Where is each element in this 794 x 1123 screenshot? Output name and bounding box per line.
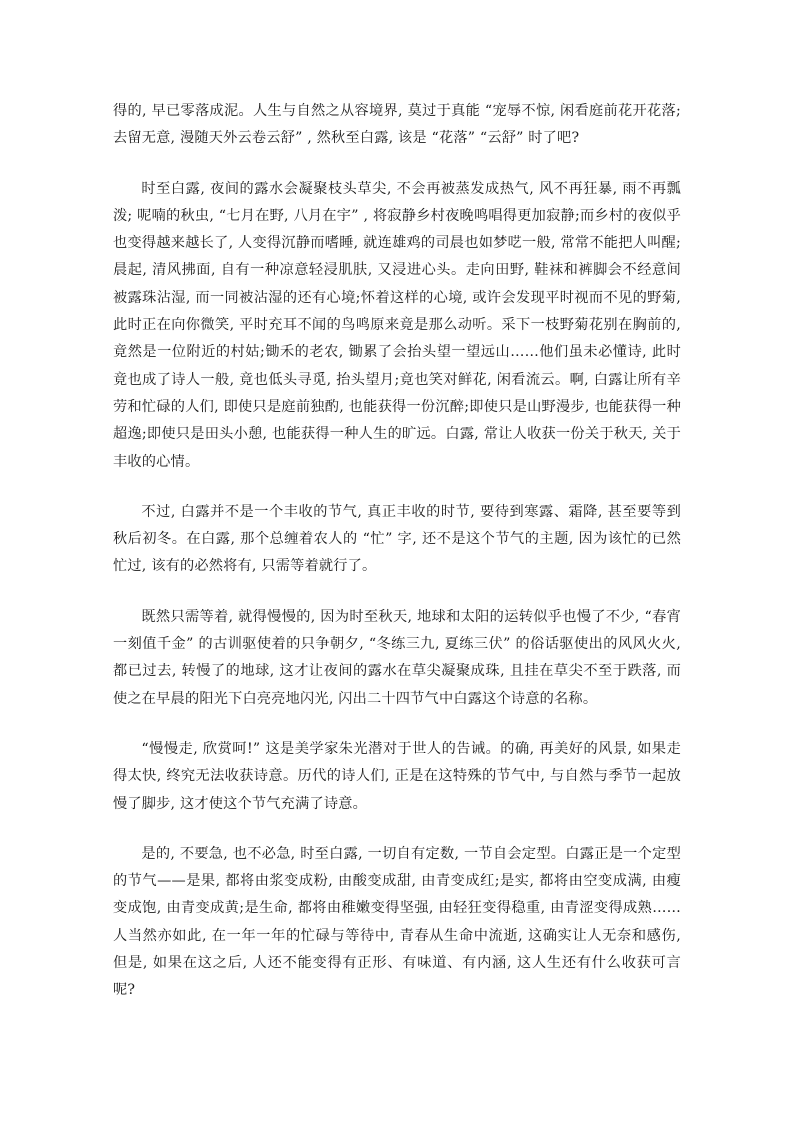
paragraph-3: 不过, 白露并不是一个丰收的节气, 真正丰收的时节, 要待到寒露、霜降, 甚至要等到秋后初冬。在白露, 那个总缠着农人的 “忙” 字, 还不是这个节气的主题, 因为该忙的已然忙过, 该有的必然将有, 只需等着就行了。 [113, 503, 681, 575]
paragraph-5: “慢慢走, 欣赏呵!” 这是美学家朱光潜对于世人的告诫。的确, 再美好的风景, 如果走得太快, 终究无法收获诗意。历代的诗人们, 正是在这特殊的节气中, 与自然与季节一起放慢了脚步, 这才使这个节气充满了诗意。 [113, 740, 681, 812]
paragraph-4: 既然只需等着, 就得慢慢的, 因为时至秋天, 地球和太阳的运转似乎也慢了不少, “春宵一刻值千金” 的古训驱使着的只争朝夕, “冬练三九, 夏练三伏” 的俗话驱使出的风风火火, 都已过去, 转慢了的地球, 这才让夜间的露水在草尖凝聚成珠, 且挂在草尖不至于跌落, 而使之在早晨的阳光下白亮亮地闪光, 闪出二十四节气中白露这个诗意的名称。 [113, 608, 681, 707]
paragraph-6: 是的, 不要急, 也不必急, 时至白露, 一切自有定数, 一节自会定型。白露正是一个定型的节气——是果, 都将由浆变成粉, 由酸变成甜, 由青变成红;是实, 都将由空变成满, 由瘦变成饱, 由青变成黄;是生命, 都将由稚嫩变得坚强, 由轻狂变得稳重, 由青涩变得成熟……人当然亦如此, 在一年一年的忙碌与等待中, 青春从生命中流逝, 这确实让人无奈和感伤, 但是, 如果在这之后, 人还不能变得有正形、有味道、有内涵, 这人生还有什么收获可言呢? [113, 845, 681, 999]
paragraph-2: 时至白露, 夜间的露水会凝聚枝头草尖, 不会再被蒸发成热气, 风不再狂暴, 雨不再瓢泼; 呢喃的秋虫, “七月在野, 八月在宇” , 将寂静乡村夜晚鸣唱得更加寂静;而乡村的夜似乎也变得越来越长了, 人变得沉静而嗜睡, 就连雄鸡的司晨也如梦呓一般, 常常不能把人叫醒; 晨起, 清风拂面, 自有一种凉意轻浸肌肤, 又浸进心头。走向田野, 鞋袜和裤脚会不经意间被露珠沾湿, 而一同被沾湿的还有心境;怀着这样的心境, 或许会发现平时视而不见的野菊, 此时正在向你微笑, 平时充耳不闻的鸟鸣原来竟是那么动听。采下一枝野菊花别在胸前的, 竟然是一位附近的村姑;锄禾的老农, 锄累了会抬头望一望远山……他们虽未必懂诗, 此时竟也成了诗人一般, 竟也低头寻觅, 抬头望月;竟也笑对鲜花, 闲看流云。啊, 白露让所有辛劳和忙碌的人们, 即使只是庭前独酌, 也能获得一份沉醉;即使只是山野漫步, 也能获得一种超逸;即使只是田头小憩, 也能获得一种人生的旷远。白露, 常让人收获一份关于秋天, 关于丰收的心情。 [113, 180, 681, 470]
paragraph-1: 得的, 早已零落成泥。人生与自然之从容境界, 莫过于真能 “宠辱不惊, 闲看庭前花开花落;去留无意, 漫随天外云卷云舒” , 然秋至白露, 该是 “花落” “云舒” 时了吧? [113, 103, 681, 147]
article-body [113, 98, 681, 1028]
